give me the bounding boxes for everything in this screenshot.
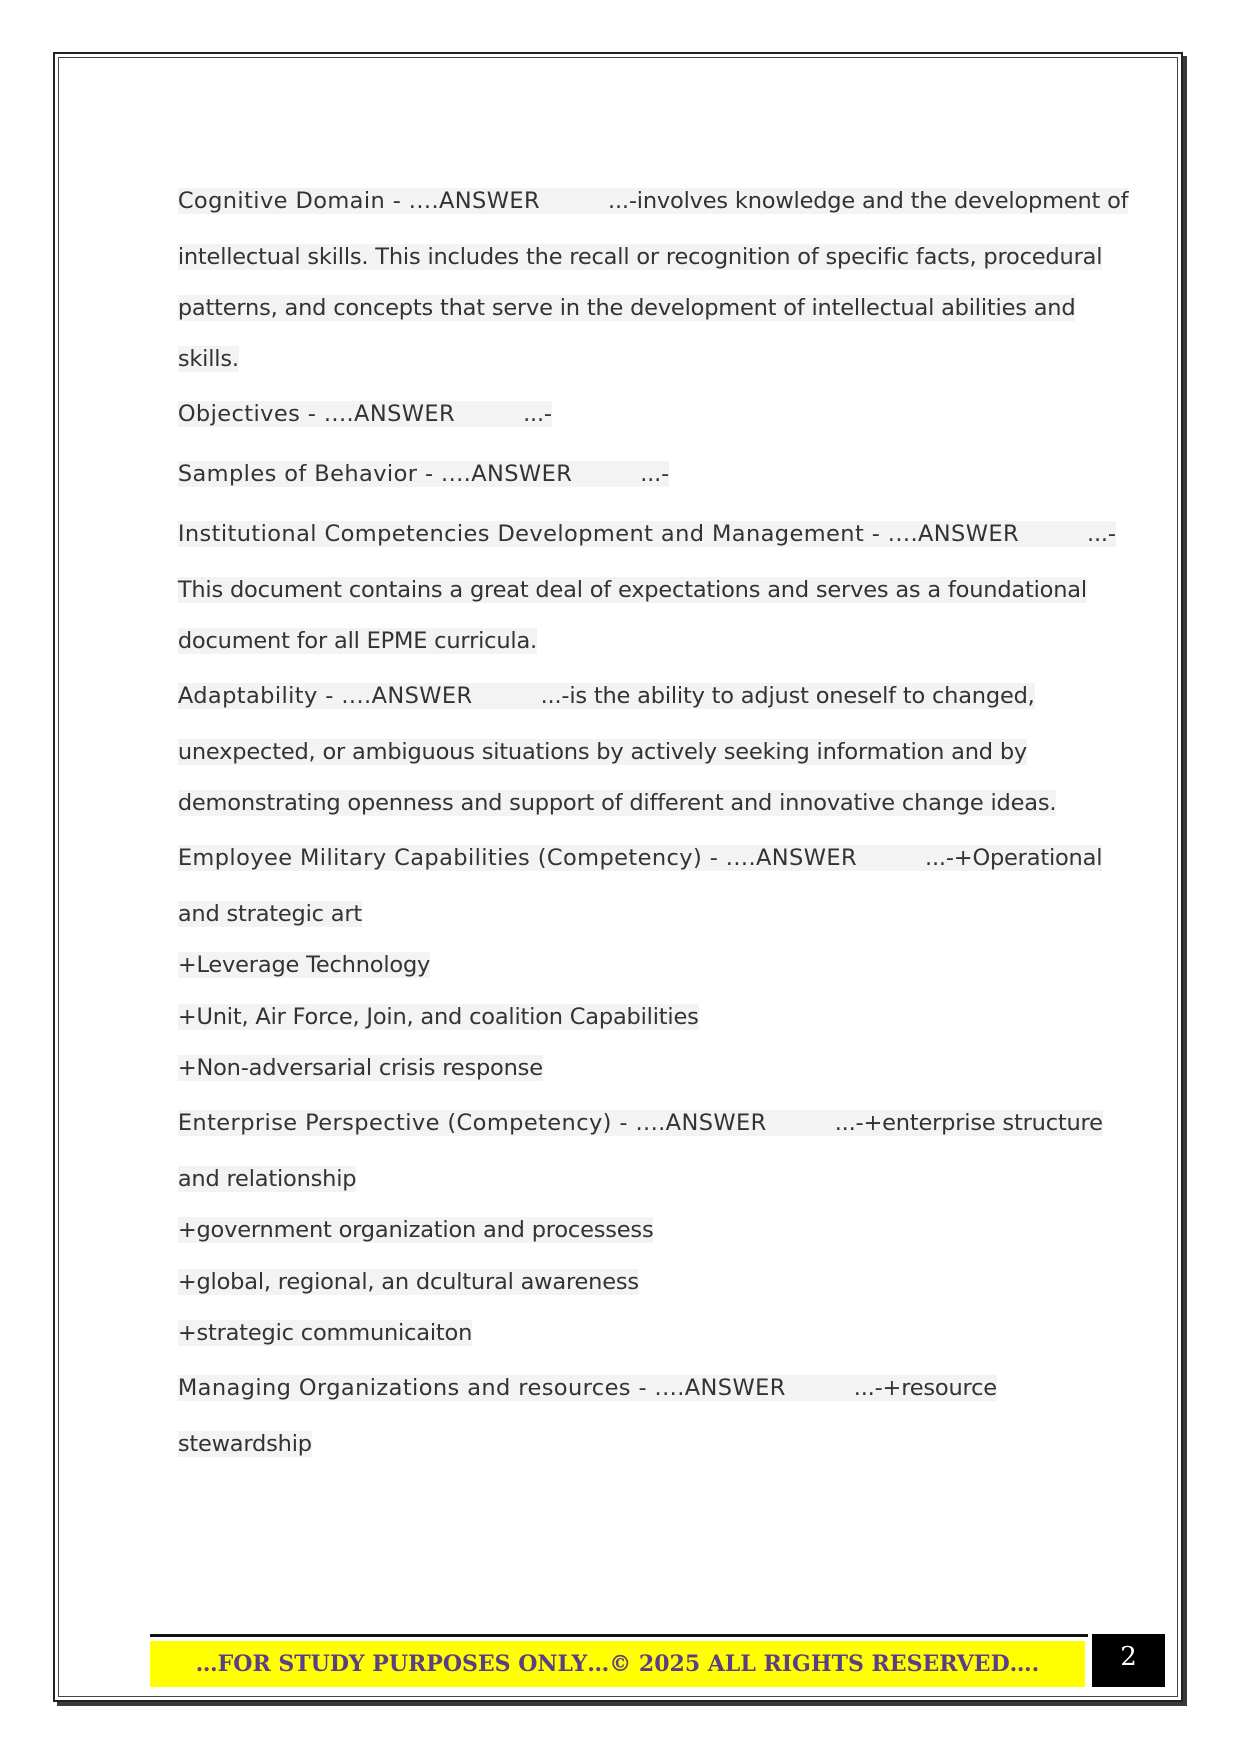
entry-answer: ...-+Operational (925, 845, 1103, 871)
paragraph-text: demonstrating openness and support of different and innovative change ideas. (177, 790, 1057, 816)
entry-answer: ...- (523, 401, 552, 427)
entry-term: Objectives - ....ANSWER (177, 401, 456, 427)
paragraph-text: and strategic art (177, 901, 363, 927)
entry-term: Employee Military Capabilities (Competency) - ....ANSWER (177, 845, 858, 871)
entry-answer: ...-+enterprise structure (834, 1110, 1103, 1136)
footer-notice: …FOR STUDY PURPOSES ONLY…© 2025 ALL RIGHTS RESERVED…. (150, 1641, 1085, 1687)
entry-answer: ...-is the ability to adjust oneself to changed, (540, 683, 1035, 709)
entry-answer: ...-+resource (853, 1375, 997, 1401)
paragraph-text: stewardship (177, 1431, 312, 1457)
list-item-text: +Unit, Air Force, Join, and coalition Capabilities (177, 1004, 699, 1030)
paragraph-line (150, 1393, 312, 1495)
list-item-text: +Leverage Technology (177, 952, 431, 978)
paragraph-text: skills. (177, 346, 239, 372)
list-item-text: +global, regional, an dcultural awareness (177, 1269, 639, 1295)
page-number: 2 (1092, 1634, 1165, 1687)
list-item-text: +Non-adversarial crisis response (177, 1055, 543, 1081)
paragraph-text: intellectual skills. This includes the recall or recognition of specific facts, procedural (177, 244, 1103, 270)
entry-term: Managing Organizations and resources - ....ANSWER (177, 1375, 786, 1401)
footer-rule (150, 1634, 1088, 1637)
paragraph-text: and relationship (177, 1166, 357, 1192)
entry-term: Institutional Competencies Development and Management - ....ANSWER (177, 521, 1020, 547)
paragraph-line (150, 257, 1075, 359)
list-item-text: +strategic communicaiton (177, 1320, 473, 1346)
paragraph-text: This document contains a great deal of expectations and serves as a foundational (177, 577, 1087, 603)
entry-answer: ...- (1087, 521, 1116, 547)
paragraph-text: document for all EPME curricula. (177, 628, 537, 654)
paragraph-text: patterns, and concepts that serve in the development of intellectual abilities and (177, 295, 1076, 321)
list-item-text: +government organization and processess (177, 1217, 654, 1243)
paragraph-text: unexpected, or ambiguous situations by actively seeking information and by (177, 739, 1028, 765)
entry-term: Adaptability - ....ANSWER (177, 683, 473, 709)
entry-term: Cognitive Domain - ....ANSWER (177, 188, 541, 214)
entry-answer: ...-involves knowledge and the development of (608, 188, 1129, 214)
entry-term: Samples of Behavior - ....ANSWER (177, 461, 573, 487)
entry-answer: ...- (640, 461, 670, 487)
entry-term: Enterprise Perspective (Competency) - ....ANSWER (177, 1110, 767, 1136)
